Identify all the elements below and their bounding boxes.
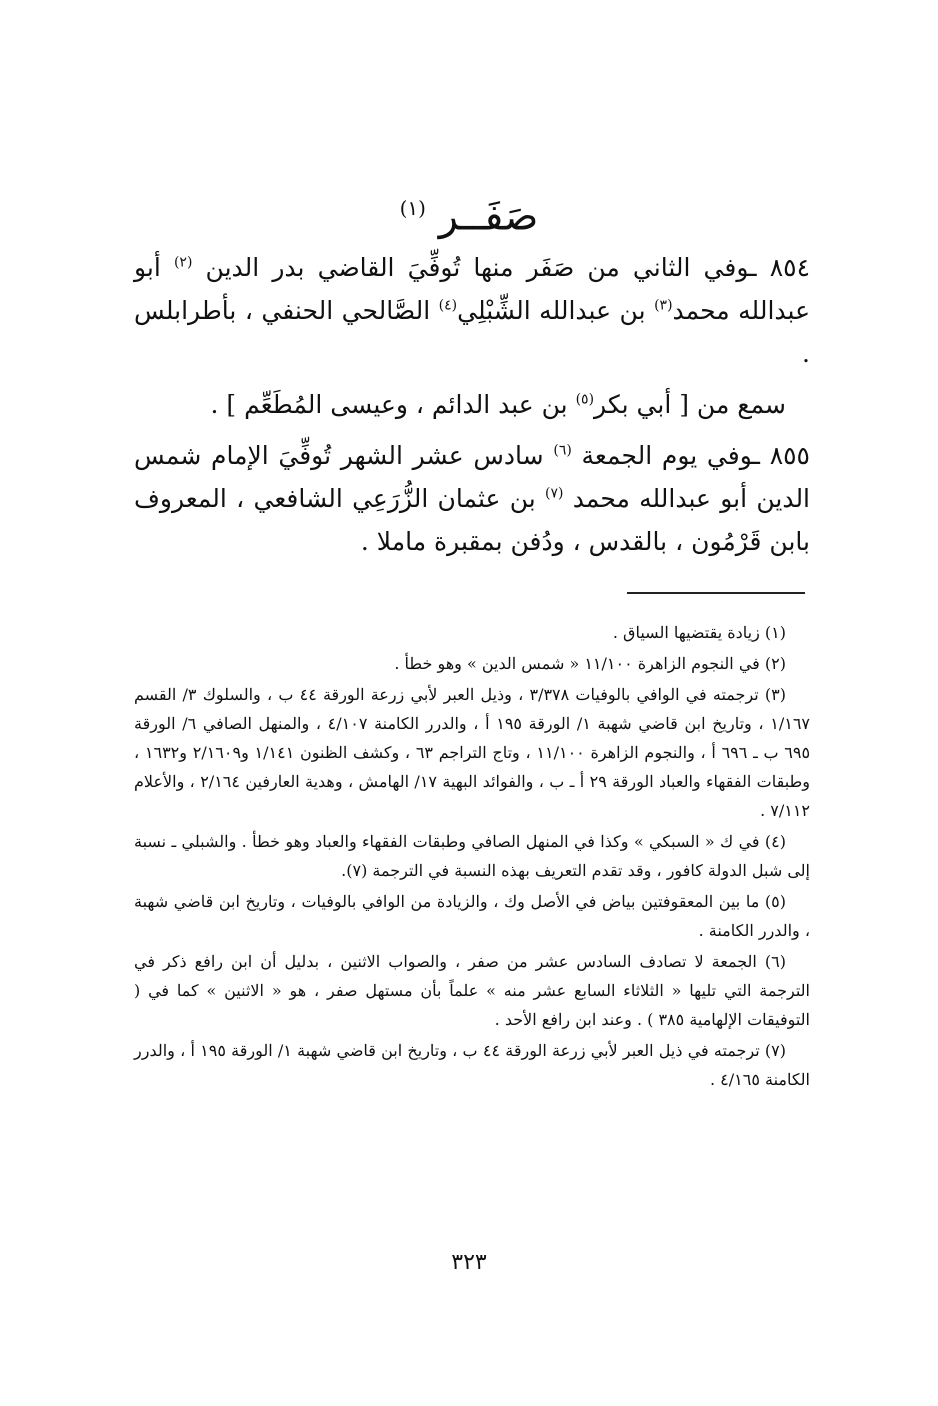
footnote-6: (٦) الجمعة لا تصادف السادس عشر من صفر ، والصواب الاثنين ، بدليل أن ابن رافع ذكر في الترجمة التي تليها « الثلاثاء السابع عشر منه » علماً بأن مستهل صفر ، هو « الاثنين » كما في ( التوفيقات الإلهامية ٣٨٥ ) . وعند ابن رافع الأحد . xyxy=(134,952,811,1029)
entry-854-sub-text-b: بن عبد الدائم ، وعيسى المُطَعِّم ] . xyxy=(210,390,568,419)
footnote-ref-5: (٥) xyxy=(575,391,595,408)
page-number: ٣٢٣ xyxy=(451,1250,487,1275)
footnote-ref-4: (٤) xyxy=(438,297,458,314)
entry-855-text-a: وفي يوم الجمعة xyxy=(581,441,753,470)
entry-854-sub-paragraph xyxy=(134,383,810,426)
entry-854-sub-text-a: سمع من [ أبي بكر xyxy=(594,390,786,419)
footnote-divider xyxy=(627,592,805,594)
footnote-7: (٧) ترجمته في ذيل العبر لأبي زرعة الورقة ٤٤ ب ، وتاريخ ابن قاضي شهبة ١/ الورقة ١٩٥ أ ، والدرر الكامنة ٤/١٦٥ . xyxy=(134,1041,810,1089)
footnote-2: (٢) في النجوم الزاهرة ١١/١٠٠ « شمس الدين » وهو خطأ . xyxy=(394,654,786,673)
footnote-4: (٤) في ك « السبكي » وكذا في المنهل الصافي وطبقات الفقهاء والعباد وهو خطأ . والشبلي ـ نسبة إلى شبل الدولة كافور ، وقد تقدم التعريف بهذه النسبة في الترجمة (٧). xyxy=(134,832,810,880)
footnote-ref-6: (٦) xyxy=(553,442,572,459)
footnotes xyxy=(134,618,810,1096)
footnote-ref-7: (٧) xyxy=(545,485,564,502)
main-text xyxy=(134,246,810,563)
entry-854-number: ٨٥٤ ـ xyxy=(749,253,811,282)
footnote-ref-2: (٢) xyxy=(173,254,193,271)
footnote-1: (١) زيادة يقتضيها السياق . xyxy=(612,623,786,642)
entry-854-text-b: أبو عبدالله محمد xyxy=(134,253,810,325)
section-heading xyxy=(0,178,938,246)
entry-855-paragraph xyxy=(134,434,810,563)
heading-footnote-ref: (١) xyxy=(399,196,426,220)
footnote-ref-3: (٣) xyxy=(654,297,673,314)
entry-854-text-d: الصَّالحي الحنفي ، بأطرابلس . xyxy=(134,296,810,368)
entry-854-paragraph xyxy=(134,246,810,375)
entry-855-text-b: سادس عشر الشهر تُوفِّيَ الإمام شمس الدين أبو عبدالله محمد xyxy=(134,441,811,513)
footnote-3: (٣) ترجمته في الوافي بالوفيات ٣/٣٧٨ ، وذيل العبر لأبي زرعة الورقة ٤٤ ب ، والسلوك ٣/ القسم ١/١٦٧ ، وتاريخ ابن قاضي شهبة ١/ الورقة ١٩٥ أ ، والدرر الكامنة ٤/١٠٧ ، والمنهل الصافي ٦/ الورقة ٦٩٥ ب ـ ٦٩٦ أ ، والنجوم الزاهرة ١١/١٠٠ ، وتاج التراجم ٦٣ ، وكشف الظنون ١/١٤١ و٢/١٦٠٩ و١٦٣٢ ، وطبقات الفقهاء والعباد الورقة ٢٩ أ ـ ب ، والفوائد البهية ١٧/ الهامش ، وهدية العارفين ٢/١٦٤ ، والأعلام ٧/١١٢ . xyxy=(134,685,811,820)
heading-title: صَفَــر xyxy=(438,193,539,240)
entry-855-text-c: بن عثمان الزُّرَعِي الشافعي ، المعروف بابن قَرْمُون ، بالقدس ، ودُفن بمقبرة ماملا . xyxy=(134,484,810,556)
entry-854-text-c: بن عبدالله الشِّبْلِي xyxy=(457,296,646,325)
footnote-5: (٥) ما بين المعقوفتين بياض في الأصل وك ، والزيادة من الوافي بالوفيات ، وتاريخ ابن قاضي شهبة ، والدرر الكامنة . xyxy=(134,892,810,940)
entry-855-number: ٨٥٥ ـ xyxy=(752,441,810,470)
entry-854-text-a: وفي الثاني من صَفَر منها تُوفِّيَ القاضي بدر الدين xyxy=(205,253,750,282)
